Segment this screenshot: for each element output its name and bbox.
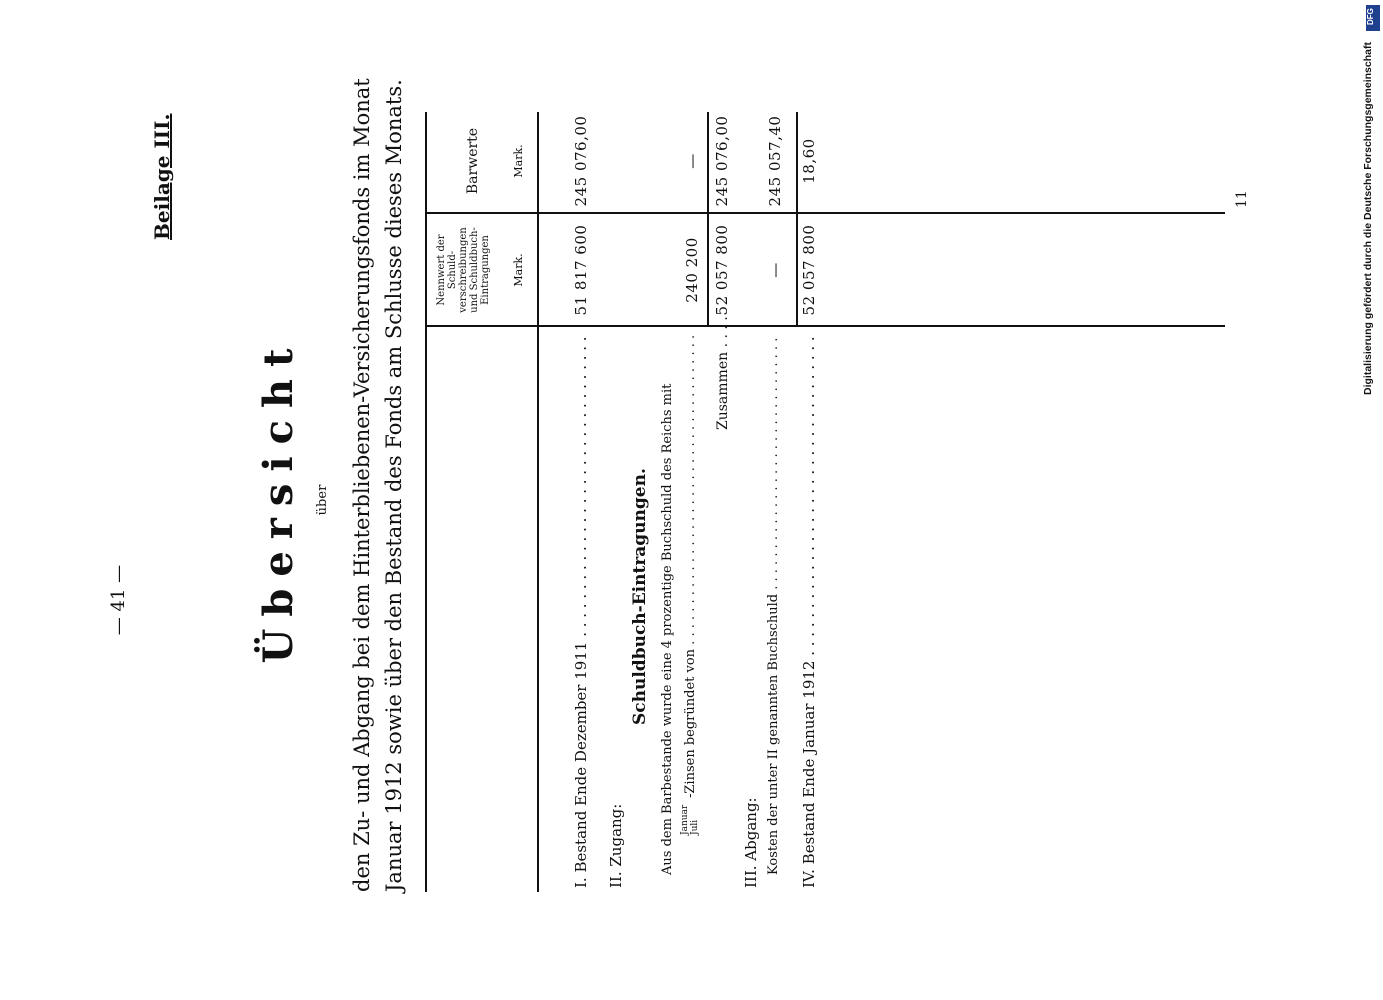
row-2-heading: Schuldbuch-Eintragungen. — [630, 468, 650, 725]
zusammen-label: Zusammen . . . . — [715, 316, 731, 430]
row-2-text-1: Aus dem Barbestande wurde eine 4 prozentige Buchschuld des Reichs mit — [660, 383, 675, 875]
column-divider-1 — [425, 325, 1225, 327]
row-3-barwert: 245 057,40 — [766, 115, 784, 207]
row-4-nennwert: 52 057 800 — [800, 224, 818, 316]
zusammen-barwert: 245 076,00 — [713, 115, 731, 207]
row-2-nennwert: 240 200 — [683, 237, 701, 303]
subtitle-line-1: den Zu- und Abgang bei dem Hinterbliebenen-Versicherungsfonds im Monat — [350, 78, 374, 892]
title-ueber: über — [315, 484, 330, 516]
sum-rule-1 — [707, 112, 709, 327]
digitization-text: Digitalisierung gefördert durch die Deutsche Forschungsgemeinschaft — [1362, 42, 1374, 395]
appendix-label: Beilage III. — [150, 113, 174, 240]
zusammen-nennwert: 52 057 800 — [713, 224, 731, 316]
row-3-nennwert: — — [766, 262, 784, 278]
sum-rule-2 — [796, 112, 798, 327]
barwerte-unit: Mark. — [512, 144, 525, 178]
dfg-logo: DFG — [1366, 5, 1380, 31]
row-2-barwert: — — [683, 153, 701, 169]
row-3-label: III. Abgang: — [742, 797, 760, 888]
nennwert-header: Nennwert der Schuld- verschreibungen und Schuldbuch- Eintragungen — [436, 227, 491, 313]
footnote-number: 11 — [1234, 190, 1250, 208]
digitization-note — [1362, 5, 1382, 395]
table-top-rule — [425, 112, 427, 892]
subtitle-line-2: Januar 1912 sowie über den Bestand des Fonds am Schlusse dieses Monats. — [382, 79, 406, 892]
row-2-interest-months: Januar Juli — [680, 804, 700, 835]
row-2-label: II. Zugang: — [607, 803, 625, 888]
barwerte-header: Barwerte — [465, 127, 481, 195]
page-title: Übersicht — [255, 336, 302, 664]
header-bottom-rule — [537, 112, 539, 892]
row-1-label: I. Bestand Ende Dezember 1911 . . . — [572, 333, 590, 888]
row-4-barwert: 18,60 — [800, 138, 818, 184]
nennwert-unit: Mark. — [512, 253, 525, 287]
row-1-nennwert: 51 817 600 — [572, 224, 590, 316]
page-number: — 41 — — [108, 564, 129, 636]
row-3-text: Kosten der unter II genannten Buchschuld . . . — [766, 333, 781, 875]
row-2-text-2: -Zinsen begründet von . . . — [683, 333, 698, 798]
column-divider-2 — [425, 212, 1225, 214]
row-1-barwert: 245 076,00 — [572, 115, 590, 207]
row-4-label: IV. Bestand Ende Januar 1912 . . . — [800, 333, 818, 888]
